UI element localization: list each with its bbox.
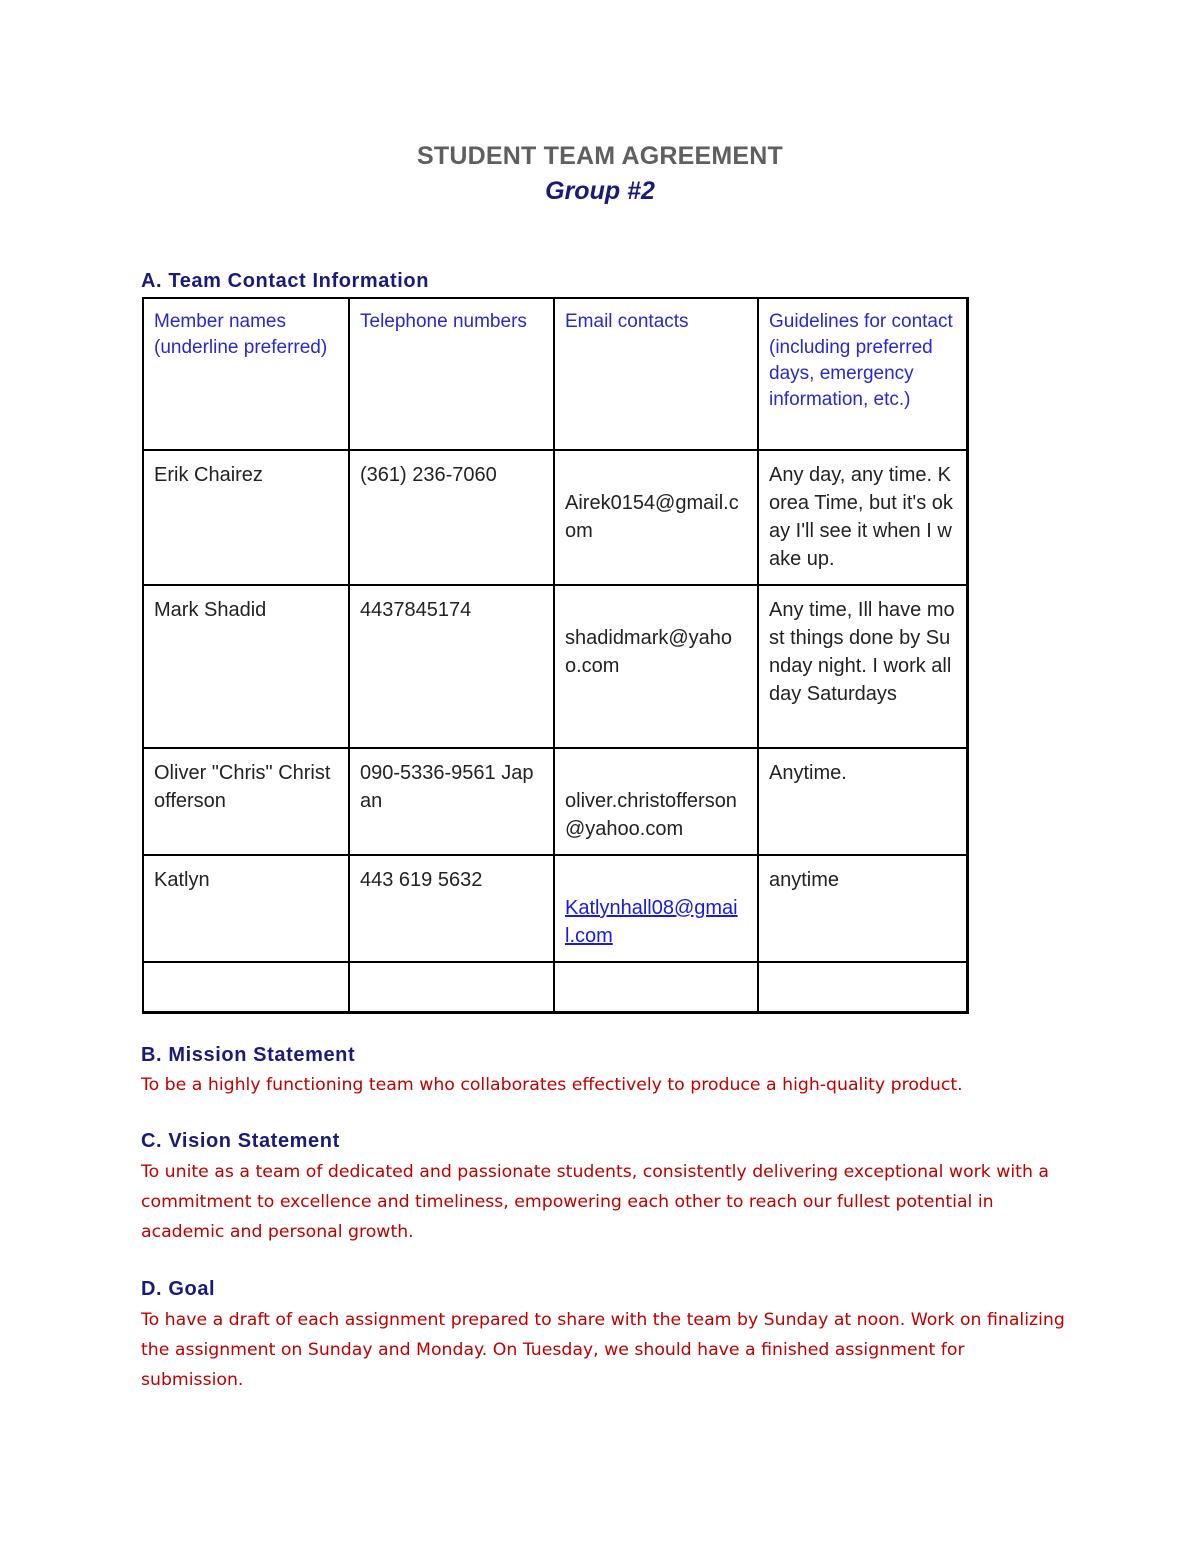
section-a-heading: A. Team Contact Information bbox=[141, 270, 430, 292]
contact-table bbox=[142, 297, 969, 1014]
header-telephone-numbers: Telephone numbers bbox=[349, 298, 554, 450]
email-cell bbox=[554, 962, 758, 1012]
email-cell: Airek0154@gmail.com bbox=[554, 450, 758, 585]
email-link[interactable]: Katlynhall08@gmail.com bbox=[565, 897, 738, 947]
phone-cell: 090-5336-9561 Japan bbox=[349, 748, 554, 855]
email-cell bbox=[554, 855, 758, 962]
member-name-cell: Mark Shadid bbox=[143, 585, 349, 748]
member-name-cell: Oliver "Chris" Christofferson bbox=[143, 748, 349, 855]
section-d-heading: D. Goal bbox=[141, 1278, 216, 1300]
table-row-empty bbox=[143, 962, 967, 1012]
table-row bbox=[143, 748, 967, 855]
table-row bbox=[143, 450, 967, 585]
header-contact-guidelines: Guidelines for contact (including preferred days, emergency information, etc.) bbox=[758, 298, 967, 450]
mission-statement-text: To be a highly functioning team who collaborates effectively to produce a high-quality product. bbox=[141, 1075, 963, 1095]
guidelines-cell: Anytime. bbox=[758, 748, 967, 855]
phone-cell: (361) 236-7060 bbox=[349, 450, 554, 585]
table-row bbox=[143, 855, 967, 962]
member-name-cell: Erik Chairez bbox=[143, 450, 349, 585]
section-b-heading: B. Mission Statement bbox=[141, 1044, 356, 1066]
table-row bbox=[143, 585, 967, 748]
section-c-heading: C. Vision Statement bbox=[141, 1130, 340, 1152]
guidelines-cell bbox=[758, 962, 967, 1012]
guidelines-cell: Any time, Ill have most things done by Sunday night. I work all day Saturdays bbox=[758, 585, 967, 748]
vision-statement-text: To unite as a team of dedicated and passionate students, consistently delivering exceptional work with a commitment to excellence and timeliness, empowering each other to reach our fullest potential in academic and personal growth. bbox=[141, 1162, 1049, 1242]
header-email-contacts: Email contacts bbox=[554, 298, 758, 450]
guidelines-cell: Any day, any time. Korea Time, but it's okay I'll see it when I wake up. bbox=[758, 450, 967, 585]
email-cell: oliver.christofferson@yahoo.com bbox=[554, 748, 758, 855]
phone-cell: 443 619 5632 bbox=[349, 855, 554, 962]
phone-cell bbox=[349, 962, 554, 1012]
guidelines-cell: anytime bbox=[758, 855, 967, 962]
goal-text: To have a draft of each assignment prepared to share with the team by Sunday at noon. Work on finalizing the assignment on Sunday and Monday. On Tuesday, we should have a finished assignment for submission. bbox=[141, 1310, 1065, 1390]
header-member-names: Member names (underline preferred) bbox=[143, 298, 349, 450]
member-name-cell bbox=[143, 962, 349, 1012]
member-name-cell: Katlyn bbox=[143, 855, 349, 962]
phone-cell: 4437845174 bbox=[349, 585, 554, 748]
page-title: STUDENT TEAM AGREEMENT bbox=[417, 142, 783, 170]
email-cell: shadidmark@yahoo.com bbox=[554, 585, 758, 748]
page-subtitle: Group #2 bbox=[545, 177, 655, 205]
table-header-row bbox=[143, 298, 967, 450]
